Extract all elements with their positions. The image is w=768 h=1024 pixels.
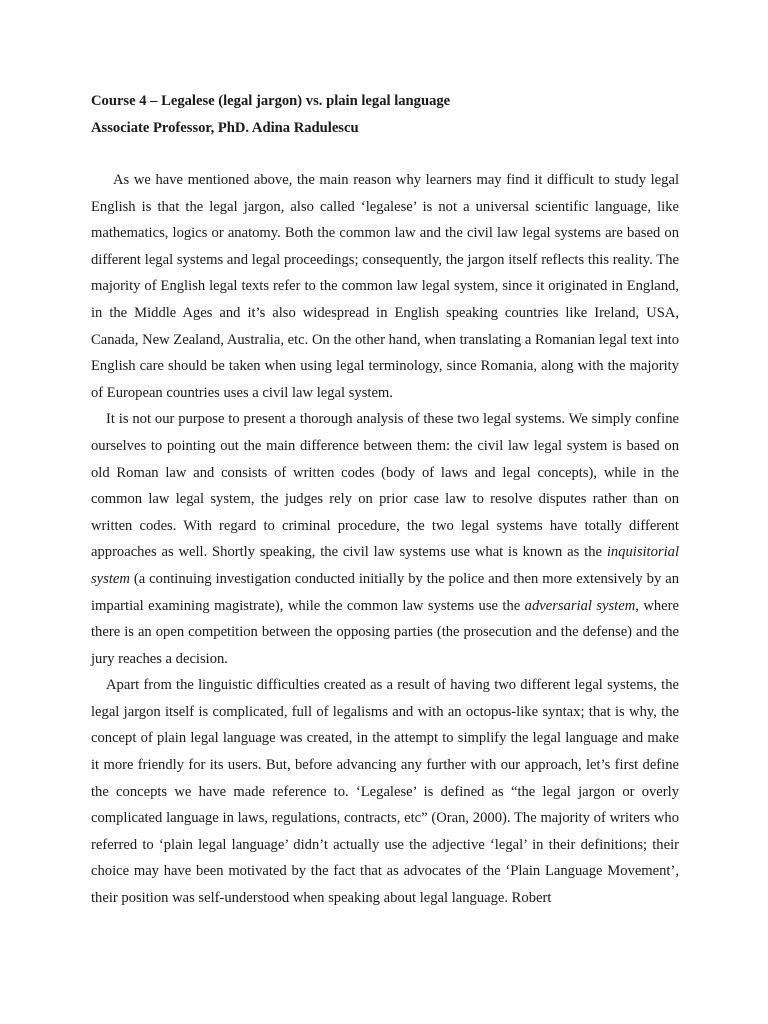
paragraph-2-text-a: It is not our purpose to present a thorough analysis of these two legal systems. We simply confine ourselves to pointing out the main difference between them: the civil law legal system is based on old Roman law and consists of written codes (body of laws and legal concepts), while in the common law legal system, the judges rely on prior case law to resolve disputes rather than on written codes. With regard to criminal procedure, the two legal systems have totally different approaches as well. Shortly speaking, the civil law systems use what is known as the (91, 411, 679, 561)
course-title: Course 4 – Legalese (legal jargon) vs. plain legal language (91, 93, 451, 109)
paragraph-1: As we have mentioned above, the main reason why learners may find it difficult to study legal English is that the legal jargon, also called ‘legalese’ is not a universal scientific language, like mathematics, logics or anatomy. Both the common law and the civil law legal systems are based on different legal systems and legal proceedings; consequently, the jargon itself reflects this reality. The majority of English legal texts refer to the common law legal system, since it originated in England, in the Middle Ages and it’s also widespread in English speaking countries like Ireland, USA, Canada, New Zealand, Australia, etc. On the other hand, when translating a Romanian legal text into English care should be taken when using legal terminology, since Romania, along with the majority of European countries uses a civil law legal system. (91, 172, 679, 401)
paragraph-3: Apart from the linguistic difficulties created as a result of having two different legal systems, the legal jargon itself is complicated, full of legalisms and with an octopus-like syntax; that is why, the concept of plain legal language was created, in the attempt to simplify the legal language and make it more friendly for its users. But, before advancing any further with our approach, let’s first define the concepts we have made reference to. ‘Legalese’ is defined as “the legal jargon or overly complicated language in laws, regulations, contracts, etc” (Oran, 2000). The majority of writers who referred to ‘plain legal language’ didn’t actually use the adjective ‘legal’ in their definitions; their choice may have been motivated by the fact that as advocates of the ‘Plain Language Movement’, their position was self-understood when speaking about legal language. Robert (91, 677, 679, 907)
paragraph-2-text-c: , where there is an open competition between the opposing parties (the prosecution and the defense) and the jury reaches a decision. (91, 597, 679, 667)
term-adversarial-system: adversarial system (524, 597, 636, 614)
author-line: Associate Professor, PhD. Adina Radulescu (91, 119, 359, 136)
paragraph-2-text-b: (a continuing investigation conducted initially by the police and then more extensively by an impartial examining magistrate), while the common law systems use the (91, 570, 679, 614)
document-page (91, 88, 679, 912)
paragraph-2 (91, 406, 679, 672)
term-inquisitorial-system: inquisitorial system (91, 544, 679, 587)
document-body (91, 167, 679, 912)
